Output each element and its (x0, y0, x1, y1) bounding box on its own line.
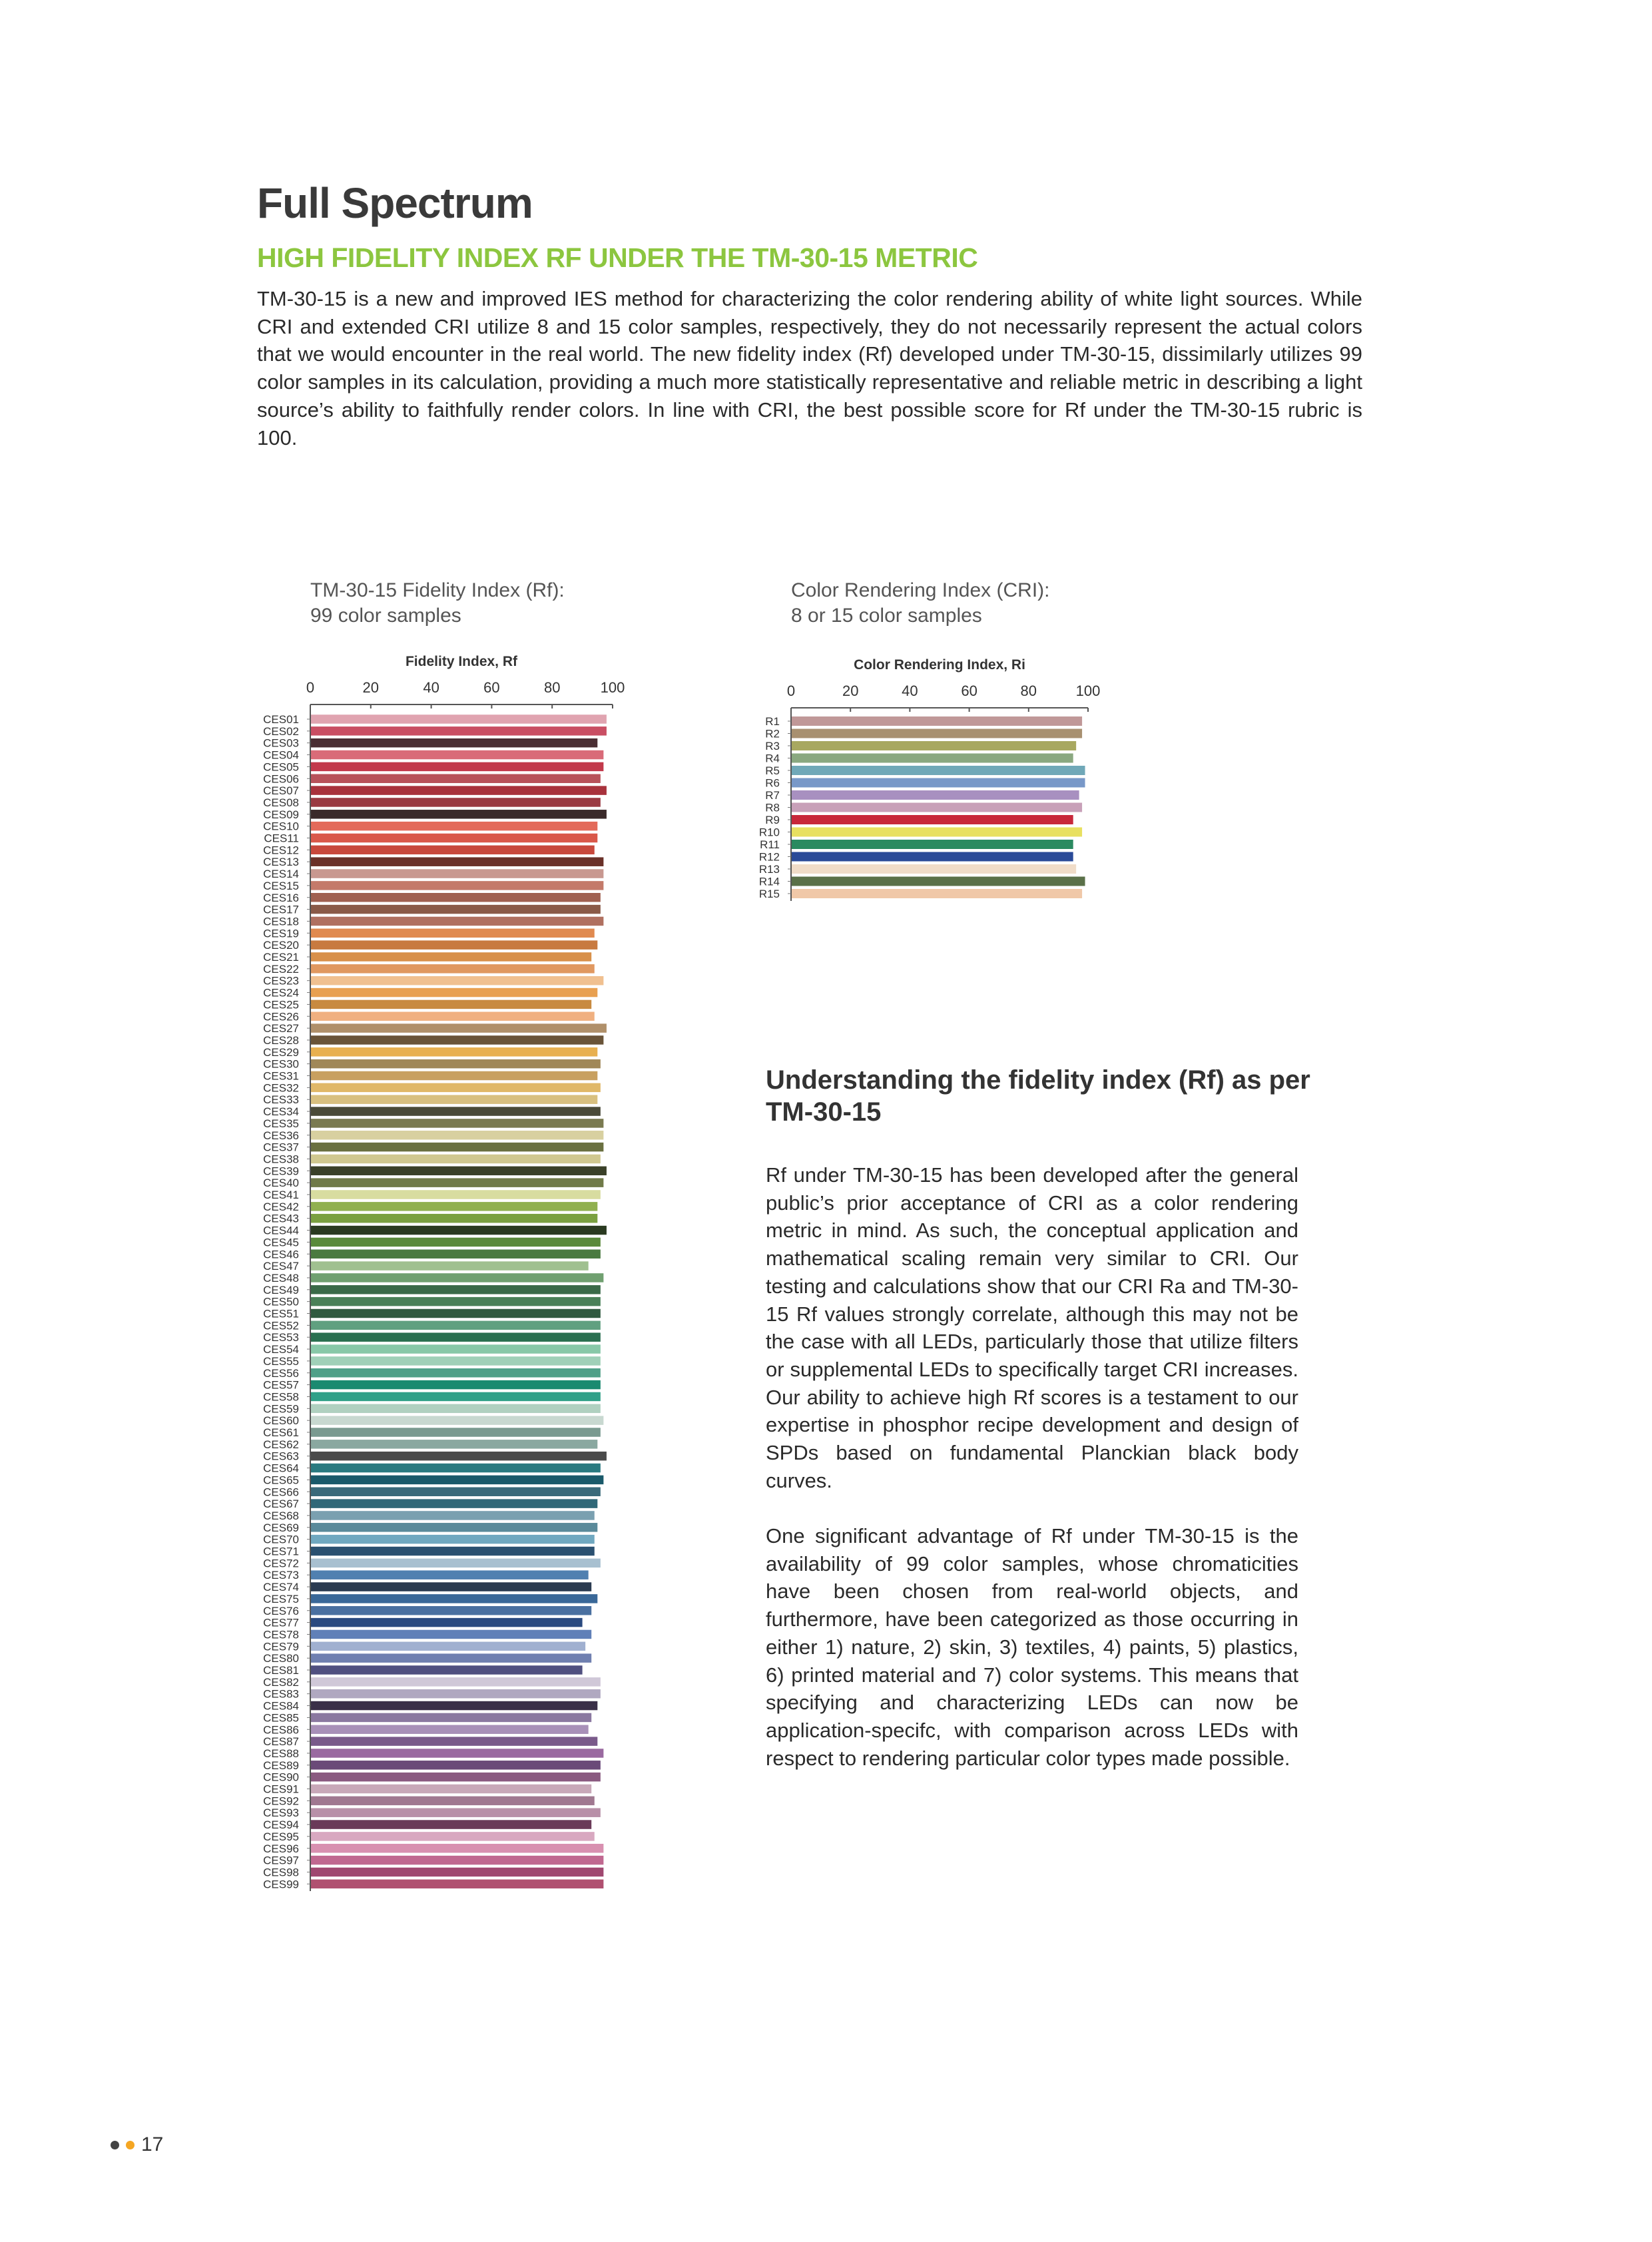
chart-2-category-label: R2 (765, 727, 780, 740)
chart-1-category-label: CES76 (263, 1604, 299, 1617)
chart-1-bar-ces65 (311, 1476, 603, 1485)
chart-1-category-label: CES81 (263, 1664, 299, 1677)
chart-2-bar-r1 (792, 716, 1082, 726)
chart-1-category-label: CES31 (263, 1069, 299, 1083)
chart-2-bar-r13 (792, 864, 1076, 874)
chart-1-category-label: CES41 (263, 1189, 299, 1201)
chart-1-category-label: CES03 (263, 736, 299, 750)
chart-1-category-label: CES15 (263, 879, 299, 892)
chart-1-category-label: CES96 (263, 1842, 299, 1855)
chart-1-category-label: CES87 (263, 1735, 299, 1749)
chart-1-bar-ces28 (311, 1035, 603, 1045)
page-title: Full Spectrum (257, 179, 533, 227)
chart-1-category-label: CES17 (263, 903, 299, 916)
chart-1-bar-ces81 (311, 1665, 583, 1675)
chart-1-bar-ces63 (311, 1452, 607, 1461)
section-paragraph-2: One significant advantage of Rf under TM-30-15 is the availability of 99 color samples, whose chromaticities have been chosen from real-world objects, and furthermore, have been categorized as those occurring in either 1) nature, 2) skin, 3) textiles, 4) paints, 5) plastics, 6) printed material and 7) color systems. This means that specifying and characterizing LEDs can now be application-specifc, with comparison across LEDs with respect to rendering particular color types made possible. (766, 1524, 1298, 1770)
chart-1-category-label: CES47 (263, 1260, 299, 1273)
chart-1-bar-ces18 (311, 917, 603, 926)
chart-1-bar-ces17 (311, 905, 601, 914)
chart-1-category-label: CES79 (263, 1640, 299, 1653)
chart-1-bar-ces88 (311, 1749, 603, 1758)
chart-1-category-label: CES43 (263, 1212, 299, 1225)
chart-1-category-label: CES51 (263, 1307, 299, 1320)
chart-2-bar-r3 (792, 741, 1076, 750)
chart-1-category-label: CES97 (263, 1854, 299, 1867)
chart-1-bar-ces68 (311, 1511, 595, 1520)
chart-1-category-label: CES22 (263, 962, 299, 976)
chart-1-bar-ces31 (311, 1071, 597, 1081)
chart-1-bar-ces71 (311, 1547, 595, 1556)
chart-1-category-label: CES91 (263, 1783, 299, 1796)
chart-2-tick-label: 80 (1020, 683, 1037, 699)
chart-1-bar-ces86 (311, 1725, 589, 1735)
chart-1-category-label: CES64 (263, 1462, 299, 1475)
chart-1-bar-ces16 (311, 893, 601, 902)
chart-1-category-label: CES58 (263, 1390, 299, 1404)
chart-1-bar-ces09 (311, 810, 607, 819)
chart-1-bar-ces13 (311, 857, 603, 866)
chart-2-category-label: R11 (760, 838, 780, 851)
chart-1-bar-ces85 (311, 1713, 591, 1723)
chart-1-bar-ces45 (311, 1238, 601, 1247)
chart-1-category-label: CES71 (263, 1545, 299, 1558)
chart-1-category-label: CES30 (263, 1057, 299, 1071)
chart-1-bar-ces20 (311, 940, 597, 950)
chart-1-bar-ces40 (311, 1178, 603, 1187)
chart-1-bar-ces66 (311, 1488, 601, 1497)
chart-2-bar-r11 (792, 840, 1073, 849)
chart-1-category-label: CES57 (263, 1378, 299, 1392)
chart-1-category-label: CES55 (263, 1354, 299, 1368)
chart-1-bar-ces07 (311, 786, 607, 795)
chart-1-bar-ces93 (311, 1808, 601, 1817)
chart-2-category-label: R7 (765, 789, 780, 802)
chart-1-category-label: CES24 (263, 986, 299, 999)
chart-1-bar-ces82 (311, 1677, 601, 1687)
chart-2-category-label: R15 (758, 888, 780, 900)
chart-1-bar-ces51 (311, 1309, 601, 1318)
chart-1-category-label: CES78 (263, 1628, 299, 1641)
chart-1-category-label: CES20 (263, 939, 299, 952)
chart-1-category-label: CES11 (264, 832, 299, 845)
chart-1-category-label: CES40 (263, 1177, 299, 1190)
chart-2-category-label: R4 (765, 752, 780, 765)
chart-1-category-label: CES13 (263, 856, 299, 869)
chart-2-category-label: R6 (765, 776, 780, 790)
chart-1-bar-ces77 (311, 1618, 583, 1627)
chart-1-category-label: CES83 (263, 1687, 299, 1701)
chart-1-bar-ces25 (311, 1000, 591, 1009)
chart-1-tick-label: 20 (362, 679, 380, 696)
chart-1-bar-ces22 (311, 964, 595, 974)
chart-1-category-label: CES63 (263, 1450, 299, 1463)
chart-2-bar-r8 (792, 803, 1082, 812)
chart-1-bar-ces90 (311, 1773, 601, 1782)
chart-1-bar-ces99 (311, 1880, 603, 1889)
chart-1-bar-ces83 (311, 1689, 601, 1699)
chart-1-bar-ces01 (311, 714, 607, 724)
chart-1-category-label: CES09 (263, 808, 299, 821)
chart-1-bar-ces23 (311, 976, 603, 985)
chart-1-category-label: CES77 (263, 1616, 299, 1629)
chart-1-category-label: CES18 (263, 915, 299, 928)
chart-1-bar-ces79 (311, 1642, 585, 1651)
chart-2-category-label: R9 (765, 814, 780, 826)
chart-1-category-label: CES28 (263, 1033, 299, 1047)
chart-1-category-label: CES59 (263, 1402, 299, 1416)
chart-1-bar-ces74 (311, 1582, 591, 1591)
rf-caption-line2: 99 color samples (310, 605, 461, 627)
chart-1-category-label: CES73 (263, 1569, 299, 1582)
chart-1-bar-ces21 (311, 952, 591, 962)
chart-2-bar-r6 (792, 778, 1085, 788)
chart-1-category-label: CES70 (263, 1533, 299, 1546)
chart-1-bar-ces69 (311, 1523, 597, 1532)
page-number: 17 (141, 2133, 164, 2155)
section-paragraph-1: Rf under TM-30-15 has been developed after the general public’s prior acceptance of CRI as a color rendering metric in mind. As such, the conceptual application and mathematical scaling remain very similar to CRI. Our testing and calculations show that our CRI Ra and TM-30-15 Rf values strongly correlate, although this may not be the case with all LEDs, particularly those that utilize filters or supplemental LEDs to specifically target CRI increases. Our ability to achieve high Rf scores is a testament to our expertise in phosphor recipe development and design of SPDs based on fundamental Planckian black body curves. (766, 1163, 1298, 1492)
chart-1-bar-ces61 (311, 1428, 601, 1437)
chart-1-category-label: CES60 (263, 1414, 299, 1428)
chart-1-bar-ces56 (311, 1368, 601, 1378)
chart-1-category-label: CES02 (263, 724, 299, 738)
chart-1-bar-ces84 (311, 1701, 597, 1711)
chart-1-bar-ces35 (311, 1119, 603, 1128)
chart-1-bar-ces97 (311, 1856, 603, 1865)
chart-1-bar-ces75 (311, 1594, 597, 1603)
chart-2-bar-r9 (792, 815, 1073, 824)
chart-1-bar-ces12 (311, 846, 595, 855)
chart-1-category-label: CES85 (263, 1711, 299, 1725)
chart-1-category-label: CES14 (263, 868, 299, 881)
chart-1-category-label: CES37 (263, 1141, 299, 1154)
chart-1-category-label: CES90 (263, 1771, 299, 1784)
chart-2-tick-label: 0 (786, 683, 796, 699)
cri-caption-line2: 8 or 15 color samples (791, 605, 982, 627)
chart-1-category-label: CES08 (263, 796, 299, 809)
chart-1-category-label: CES61 (263, 1426, 299, 1439)
chart-1-bar-ces15 (311, 881, 603, 890)
chart-1-bar-ces32 (311, 1083, 601, 1093)
chart-1-category-label: CES75 (263, 1592, 299, 1605)
chart-1-bar-ces29 (311, 1047, 597, 1057)
chart-1-category-label: CES39 (263, 1165, 299, 1178)
chart-1-category-label: CES89 (263, 1759, 299, 1772)
chart-1-category-label: CES07 (263, 784, 299, 798)
chart-1-bar-ces19 (311, 929, 595, 938)
chart-1-tick-label: 40 (423, 679, 439, 696)
chart-1-bar-ces80 (311, 1653, 591, 1663)
chart-1-category-label: CES50 (263, 1295, 299, 1308)
chart-1-tick-label: 100 (600, 679, 625, 696)
chart-1-category-label: CES35 (263, 1117, 299, 1130)
chart-1-bar-ces44 (311, 1226, 607, 1235)
chart-1-category-label: CES49 (263, 1283, 299, 1296)
chart-1-category-label: CES46 (263, 1248, 299, 1261)
chart-1-bar-ces24 (311, 988, 597, 997)
chart-1-bar-ces60 (311, 1416, 603, 1425)
chart-1-bar-ces02 (311, 726, 607, 736)
chart-1-bar-ces95 (311, 1832, 595, 1841)
chart-1-category-label: CES45 (263, 1236, 299, 1249)
chart-1-category-label: CES84 (263, 1699, 299, 1713)
chart-1-category-label: CES25 (263, 998, 299, 1011)
chart-1-category-label: CES72 (263, 1557, 299, 1570)
chart-1-category-label: CES66 (263, 1486, 299, 1499)
chart-1-category-label: CES54 (263, 1343, 299, 1356)
chart-2-tick-label: 100 (1075, 683, 1101, 699)
chart-1-category-label: CES01 (263, 713, 299, 726)
chart-1-category-label: CES19 (263, 927, 299, 940)
chart-2-category-label: R3 (765, 740, 780, 752)
chart-1-category-label: CES33 (263, 1093, 299, 1107)
chart-1-bar-ces33 (311, 1095, 597, 1104)
chart-1-category-label: CES93 (263, 1807, 299, 1820)
chart-1-category-label: CES52 (263, 1319, 299, 1332)
chart-1-bar-ces30 (311, 1059, 601, 1069)
chart-1-bar-ces92 (311, 1797, 595, 1806)
chart-1-category-label: CES36 (263, 1129, 299, 1142)
chart-1-bar-ces05 (311, 762, 603, 772)
chart-1-bar-ces38 (311, 1155, 601, 1164)
chart-1-bar-ces37 (311, 1143, 603, 1152)
chart-1-bar-ces41 (311, 1190, 601, 1199)
chart-1-category-label: CES80 (263, 1652, 299, 1665)
chart-1-category-label: CES56 (263, 1366, 299, 1380)
chart-1-category-label: CES86 (263, 1723, 299, 1737)
intro-paragraph: TM-30-15 is a new and improved IES method for characterizing the color rendering ability of white light sources. While CRI and extended CRI utilize 8 and 15 color samples, respectively, they do not necessarily represent the actual colors that we would encounter in the real world. The new fidelity index (Rf) developed under TM-30-15, dissimilarly utilizes 99 color samples in its calculation, providing a much more statistically representative and reliable metric in describing a light source’s ability to faithfully render colors. In line with CRI, the best possible score for Rf under the TM-30-15 rubric is 100. (257, 287, 1362, 449)
chart-1-category-label: CES48 (263, 1271, 299, 1284)
chart-1-bar-ces36 (311, 1131, 603, 1140)
rf-caption-line1: TM-30-15 Fidelity Index (Rf): (310, 579, 565, 601)
chart-1-category-label: CES10 (263, 820, 299, 833)
chart-2-category-label: R5 (765, 764, 780, 777)
chart-1-bar-ces72 (311, 1559, 601, 1568)
chart-2-tick-label: 40 (902, 683, 918, 699)
chart-1-bar-ces06 (311, 774, 601, 784)
chart-1-bar-ces96 (311, 1844, 603, 1853)
chart-1-bar-ces14 (311, 869, 603, 878)
chart-1-bar-ces27 (311, 1023, 607, 1033)
chart-2-category-label: R13 (758, 863, 780, 876)
chart-1-category-label: CES06 (263, 772, 299, 786)
chart-1-category-label: CES26 (263, 1010, 299, 1023)
chart-1-category-label: CES29 (263, 1045, 299, 1059)
chart-1-bar-ces89 (311, 1761, 601, 1770)
chart-1-tick-label: 0 (306, 679, 315, 696)
chart-1-category-label: CES53 (263, 1331, 299, 1344)
chart-1-bar-ces04 (311, 750, 603, 760)
chart-1-title: Fidelity Index, Rf (405, 654, 518, 669)
chart-1-bar-ces43 (311, 1214, 597, 1223)
chart-1-category-label: CES82 (263, 1675, 299, 1689)
chart-1-bar-ces54 (311, 1344, 601, 1354)
chart-1-category-label: CES88 (263, 1747, 299, 1760)
chart-2-category-label: R8 (765, 801, 780, 814)
chart-1-category-label: CES44 (263, 1224, 299, 1237)
chart-1-category-label: CES34 (263, 1105, 299, 1119)
chart-1-category-label: CES27 (263, 1022, 299, 1035)
page-subtitle: HIGH FIDELITY INDEX RF UNDER THE TM-30-15 METRIC (257, 242, 978, 273)
chart-1-category-label: CES99 (263, 1878, 299, 1891)
chart-1-bar-ces39 (311, 1167, 607, 1176)
chart-1-bar-ces70 (311, 1535, 595, 1544)
chart-1-category-label: CES05 (263, 760, 299, 774)
chart-1-bar-ces78 (311, 1630, 591, 1639)
chart-2-bar-r14 (792, 877, 1085, 886)
footer-dot-orange (126, 2141, 135, 2149)
chart-2-bar-r4 (792, 754, 1073, 763)
chart-1-bar-ces47 (311, 1261, 589, 1270)
chart-2-category-label: R14 (758, 875, 780, 888)
chart-1-bar-ces42 (311, 1202, 597, 1211)
chart-2-tick-label: 60 (961, 683, 977, 699)
chart-1-bar-ces57 (311, 1380, 601, 1390)
chart-1-category-label: CES74 (263, 1581, 299, 1594)
chart-1-bar-ces48 (311, 1273, 603, 1282)
chart-1-bar-ces10 (311, 822, 597, 831)
chart-2-tick-label: 20 (842, 683, 859, 699)
chart-1-category-label: CES94 (263, 1819, 299, 1832)
chart-1-tick-label: 60 (483, 679, 500, 696)
chart-2-bar-r12 (792, 852, 1073, 862)
chart-1-category-label: CES04 (263, 748, 299, 762)
chart-1-category-label: CES23 (263, 974, 299, 987)
chart-1-category-label: CES21 (263, 951, 299, 964)
chart-2-category-label: R12 (758, 850, 780, 864)
chart-2-category-label: R1 (765, 715, 780, 728)
footer-dot-dark (111, 2141, 119, 2149)
chart-1-bar-ces03 (311, 738, 597, 748)
chart-1-category-label: CES95 (263, 1830, 299, 1843)
chart-1-bar-ces98 (311, 1868, 603, 1877)
chart-1-bar-ces53 (311, 1332, 601, 1342)
chart-1-bar-ces76 (311, 1606, 591, 1615)
chart-2-bar-r10 (792, 828, 1082, 837)
chart-1-category-label: CES67 (263, 1498, 299, 1511)
chart-1-bar-ces62 (311, 1440, 597, 1449)
chart-2-bar-r5 (792, 766, 1085, 775)
chart-1-bar-ces11 (311, 834, 597, 843)
chart-2-title: Color Rendering Index, Ri (854, 657, 1025, 673)
chart-1-category-label: CES65 (263, 1474, 299, 1487)
chart-1-category-label: CES68 (263, 1509, 299, 1522)
chart-1-bar-ces52 (311, 1321, 601, 1330)
chart-1-tick-label: 80 (543, 679, 561, 696)
chart-2-bar-r2 (792, 729, 1082, 738)
section-heading: Understanding the fidelity index (Rf) as per TM-30-15 (766, 1065, 1310, 1127)
chart-1-bar-ces94 (311, 1820, 591, 1829)
chart-1-bar-ces49 (311, 1285, 601, 1294)
chart-1-category-label: CES98 (263, 1866, 299, 1879)
chart-1-bar-ces58 (311, 1392, 601, 1402)
chart-1-category-label: CES92 (263, 1795, 299, 1808)
chart-1-bar-ces26 (311, 1012, 595, 1021)
chart-1-bar-ces64 (311, 1464, 601, 1473)
chart-1-bar-ces08 (311, 798, 601, 807)
cri-caption-line1: Color Rendering Index (CRI): (791, 579, 1050, 601)
page-footer (111, 2133, 163, 2156)
chart-1-bar-ces67 (311, 1499, 597, 1508)
chart-1-bar-ces87 (311, 1737, 597, 1746)
chart-1-bar-ces34 (311, 1107, 601, 1116)
chart-2-bar-r15 (792, 889, 1082, 898)
chart-2-category-label: R10 (758, 826, 780, 839)
chart-1-category-label: CES69 (263, 1521, 299, 1534)
chart-1-category-label: CES38 (263, 1153, 299, 1166)
chart-1-bar-ces73 (311, 1570, 589, 1579)
chart-1-bar-ces55 (311, 1356, 601, 1365)
chart-2-bar-r7 (792, 790, 1079, 800)
chart-1-bar-ces50 (311, 1297, 601, 1306)
chart-1-category-label: CES32 (263, 1081, 299, 1095)
chart-1-category-label: CES12 (263, 844, 299, 857)
chart-1-bar-ces91 (311, 1785, 591, 1794)
chart-1-category-label: CES62 (263, 1438, 299, 1451)
chart-1-category-label: CES42 (263, 1200, 299, 1213)
chart-1-bar-ces59 (311, 1404, 601, 1414)
chart-1-category-label: CES16 (263, 891, 299, 904)
chart-1-bar-ces46 (311, 1250, 601, 1259)
